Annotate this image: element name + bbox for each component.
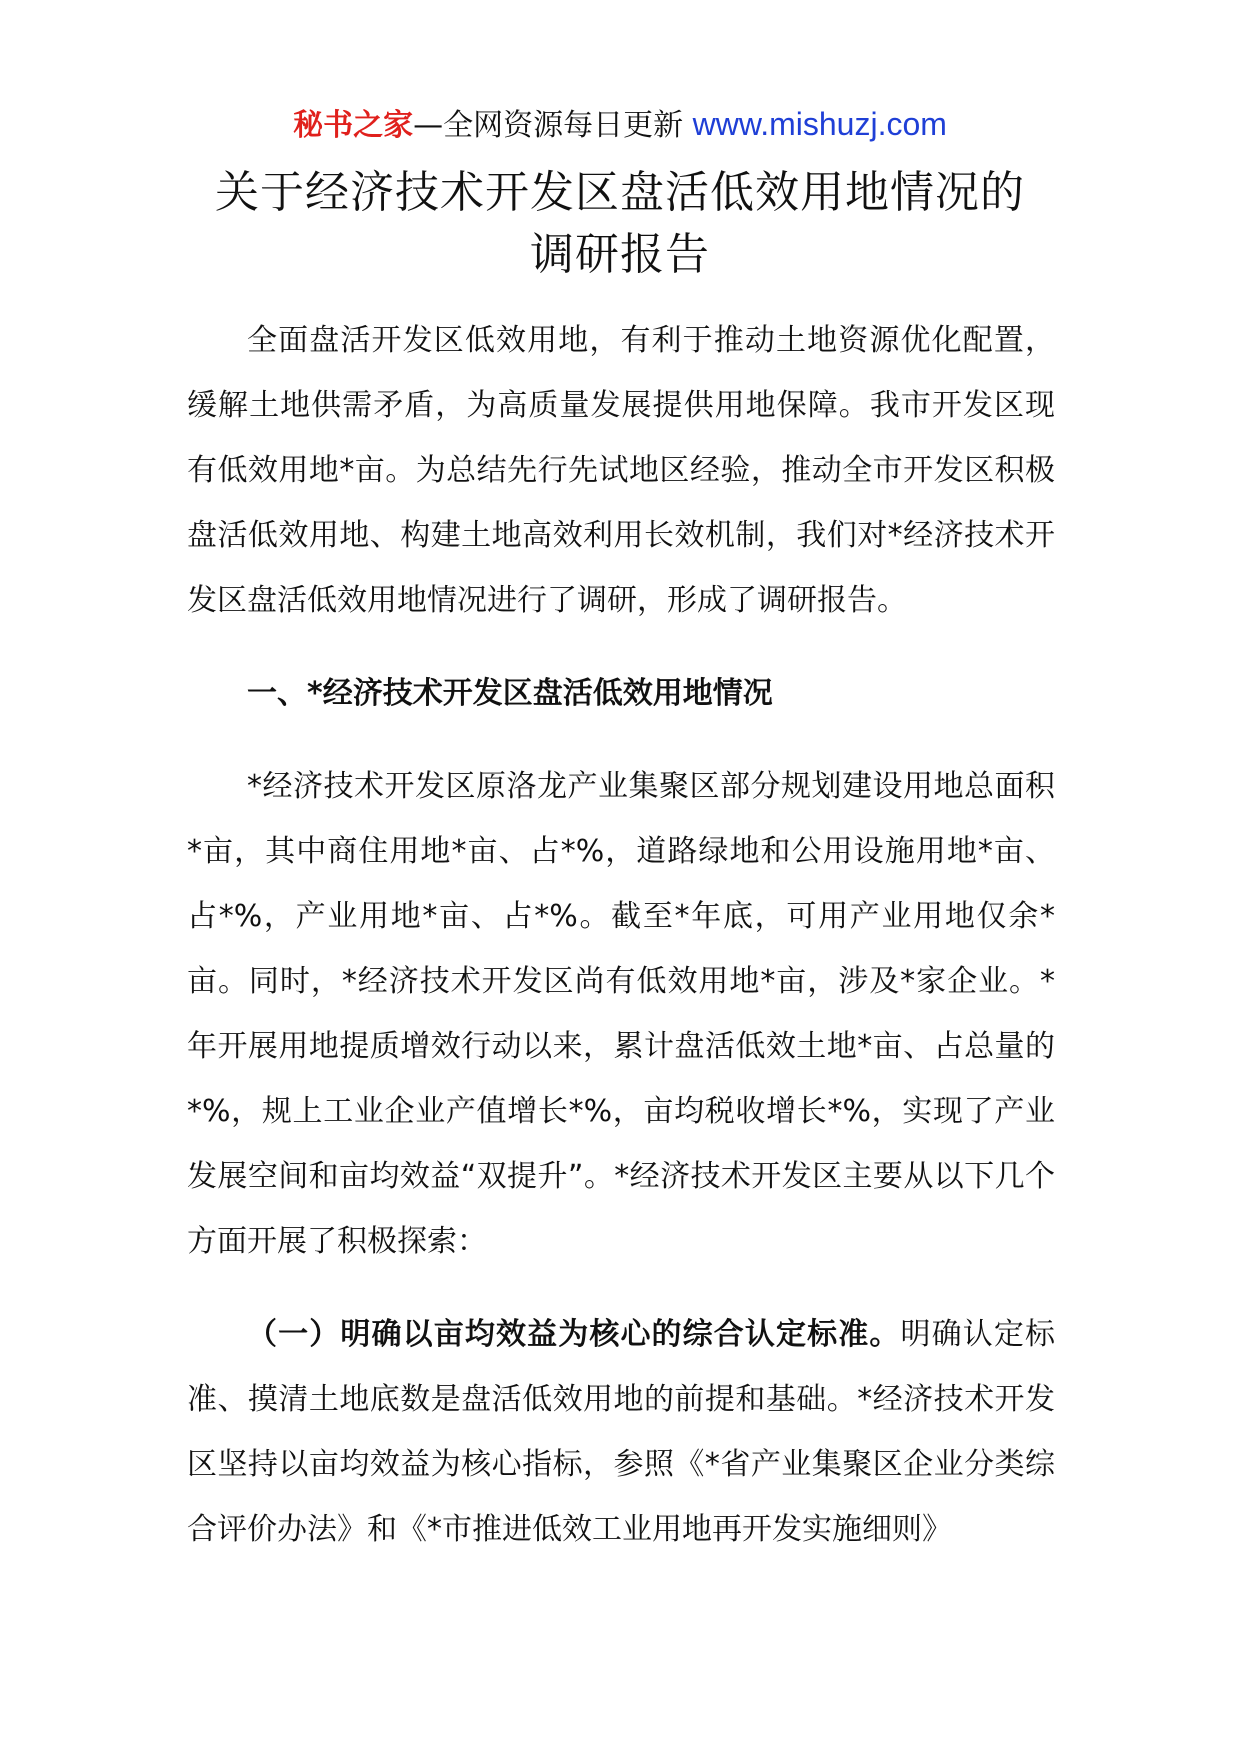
section-heading-1: 一、*经济技术开发区盘活低效用地情况 [247,676,773,711]
subsection-1-paragraph [187,1302,1055,1562]
site-url[interactable]: www.mishuzj.com [692,106,947,142]
section-1-paragraph: *经济技术开发区原洛龙产业集聚区部分规划建设用地总面积*亩，其中商住用地*亩、占*%，道路绿地和公用设施用地*亩、占*%，产业用地*亩、占*%。截至*年底，可用产业用地仅余*亩。同时，*经济技术开发区尚有低效用地*亩，涉及*家企业。*年开展用地提质增效行动以来，累计盘活低效土地*亩、占总量的*%，规上工业企业产值增长*%，亩均税收增长*%，实现了产业发展空间和亩均效益“双提升”。*经济技术开发区主要从以下几个方面开展了积极探索： [187,769,1055,1259]
document-body [187,308,1055,1562]
document-title [160,162,1080,286]
site-header [0,102,1240,148]
subsection-heading-1: （一）明确以亩均效益为核心的综合认定标准。 [247,1317,901,1352]
title-line-2: 调研报告 [530,229,710,280]
subsection-1-text: 明确认定标准、摸清土地底数是盘活低效用地的前提和基础。*经济技术开发区坚持以亩均效益为核心指标，参照《*省产业集聚区企业分类综合评价办法》和《*市推进低效工业用地再开发实施细则》 [187,1317,1056,1547]
site-tagline: —全网资源每日更新 [413,108,693,143]
site-brand: 秘书之家 [293,108,414,143]
intro-paragraph: 全面盘活开发区低效用地，有利于推动土地资源优化配置，缓解土地供需矛盾，为高质量发展提供用地保障。我市开发区现有低效用地*亩。为总结先行先试地区经验，推动全市开发区积极盘活低效用地、构建土地高效利用长效机制，我们对*经济技术开发区盘活低效用地情况进行了调研，形成了调研报告。 [187,323,1055,618]
title-line-1: 关于经济技术开发区盘活低效用地情况的 [215,167,1025,218]
